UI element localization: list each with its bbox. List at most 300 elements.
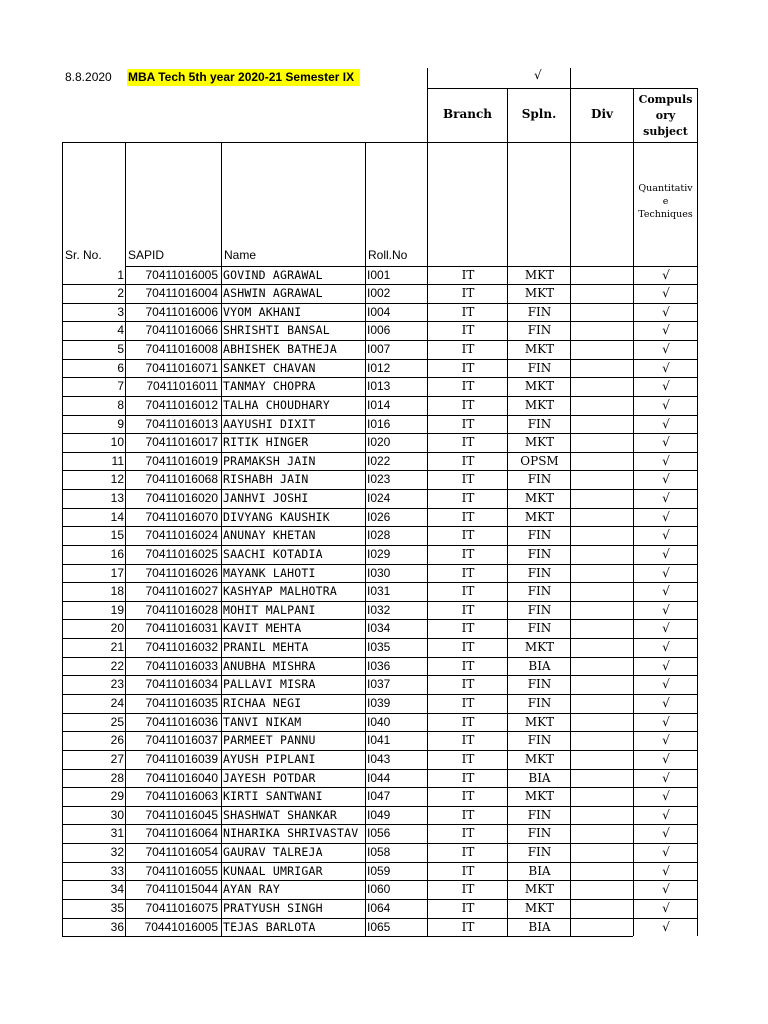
row-sapid: 70411016005 <box>145 267 218 282</box>
row-compulsory-check: √ <box>662 323 670 338</box>
grid-line <box>125 303 698 304</box>
table-row <box>0 787 768 806</box>
row-name: AYUSH PIPLANI <box>223 751 316 766</box>
sr-no-column-header: Sr. No. <box>65 248 102 262</box>
grid-line <box>125 787 698 788</box>
row-sapid: 70411016012 <box>145 397 218 412</box>
row-roll-no: I041 <box>367 733 391 748</box>
grid-line <box>125 377 698 378</box>
grid-line <box>62 936 633 937</box>
row-sapid: 70411016026 <box>145 565 218 580</box>
grid-line <box>125 899 698 900</box>
row-branch: IT <box>461 416 475 431</box>
row-sr-no: 19 <box>110 602 124 617</box>
row-sr-no: 12 <box>110 472 124 487</box>
row-name: RITIK HINGER <box>223 435 309 450</box>
row-sapid: 70411016031 <box>145 621 218 636</box>
compulsory-header-line: ory <box>655 109 676 122</box>
row-name: VYOM AKHANI <box>223 304 302 319</box>
grid-line <box>427 88 698 89</box>
table-row <box>0 433 768 452</box>
row-name: ANUNAY KHETAN <box>223 528 316 543</box>
row-roll-no: I044 <box>367 770 391 785</box>
row-spln: MKT <box>524 286 555 301</box>
row-spln: FIN <box>527 621 552 636</box>
row-sr-no: 23 <box>110 677 124 692</box>
row-branch: IT <box>461 807 475 822</box>
row-compulsory-check: √ <box>662 528 670 543</box>
row-compulsory-check: √ <box>662 621 670 636</box>
grid-line <box>125 918 698 919</box>
row-name: KIRTI SANTWANI <box>223 789 323 804</box>
row-spln: BIA <box>528 770 551 785</box>
row-name: SANKET CHAVAN <box>223 360 316 375</box>
row-roll-no: I065 <box>367 919 391 934</box>
row-name: ABHISHEK BATHEJA <box>223 342 337 357</box>
compulsory-subject-header <box>634 92 697 140</box>
row-name: PALLAVI MISRA <box>223 677 316 692</box>
row-branch: IT <box>461 919 475 934</box>
row-roll-no: I004 <box>367 304 391 319</box>
row-spln: FIN <box>527 845 552 860</box>
row-roll-no: I014 <box>367 397 391 412</box>
row-name: PRAMAKSH JAIN <box>223 453 316 468</box>
row-roll-no: I020 <box>367 435 391 450</box>
row-roll-no: I059 <box>367 863 391 878</box>
row-roll-no: I043 <box>367 751 391 766</box>
row-name: JANHVI JOSHI <box>223 491 309 506</box>
row-branch: IT <box>461 528 475 543</box>
row-branch: IT <box>461 845 475 860</box>
row-branch: IT <box>461 733 475 748</box>
row-sr-no: 10 <box>110 435 124 450</box>
row-roll-no: I029 <box>367 546 391 561</box>
row-roll-no: I040 <box>367 714 391 729</box>
row-spln: MKT <box>524 435 555 450</box>
row-compulsory-check: √ <box>662 845 670 860</box>
row-roll-no: I007 <box>367 342 391 357</box>
row-branch: IT <box>461 677 475 692</box>
grid-line <box>125 359 698 360</box>
grid-line <box>125 880 698 881</box>
row-sapid: 70411016019 <box>145 453 218 468</box>
grid-line <box>125 750 698 751</box>
row-sr-no: 18 <box>110 584 124 599</box>
row-branch: IT <box>461 900 475 915</box>
row-compulsory-check: √ <box>662 640 670 655</box>
row-spln: MKT <box>524 267 555 282</box>
table-row <box>0 843 768 862</box>
row-spln: FIN <box>527 416 552 431</box>
row-roll-no: I056 <box>367 826 391 841</box>
row-name: RISHABH JAIN <box>223 472 309 487</box>
row-compulsory-check: √ <box>662 509 670 524</box>
row-compulsory-check: √ <box>662 360 670 375</box>
grid-line <box>125 545 698 546</box>
row-sapid: 70411016004 <box>145 286 218 301</box>
row-branch: IT <box>461 472 475 487</box>
row-spln: MKT <box>524 509 555 524</box>
row-sapid: 70411016040 <box>145 770 218 785</box>
row-sapid: 70411016017 <box>145 435 218 450</box>
name-column-header: Name <box>224 248 257 262</box>
row-compulsory-check: √ <box>662 863 670 878</box>
row-sapid: 70411016066 <box>145 323 218 338</box>
table-row <box>0 750 768 769</box>
row-sr-no: 30 <box>110 807 124 822</box>
row-name: SAACHI KOTADIA <box>223 546 323 561</box>
row-compulsory-check: √ <box>662 807 670 822</box>
grid-line <box>125 489 698 490</box>
row-roll-no: I049 <box>367 807 391 822</box>
row-sr-no: 13 <box>110 491 124 506</box>
row-sapid: 70411016035 <box>145 695 218 710</box>
row-spln: FIN <box>527 528 552 543</box>
row-spln: FIN <box>527 695 552 710</box>
row-roll-no: I028 <box>367 528 391 543</box>
row-sapid: 70411016054 <box>145 845 218 860</box>
row-branch: IT <box>461 509 475 524</box>
row-roll-no: I001 <box>367 267 391 282</box>
row-sr-no: 7 <box>117 379 124 394</box>
row-spln: FIN <box>527 472 552 487</box>
row-roll-no: I034 <box>367 621 391 636</box>
row-name: NIHARIKA SHRIVASTAV <box>223 826 359 841</box>
row-sapid: 70411016034 <box>145 677 218 692</box>
row-compulsory-check: √ <box>662 286 670 301</box>
row-spln: MKT <box>524 342 555 357</box>
row-spln: MKT <box>524 751 555 766</box>
grid-line <box>125 843 698 844</box>
row-spln: BIA <box>528 919 551 934</box>
header-check-mark: √ <box>534 68 542 82</box>
row-name: SHASHWAT SHANKAR <box>223 807 337 822</box>
row-sr-no: 25 <box>110 714 124 729</box>
row-sr-no: 33 <box>110 863 124 878</box>
row-compulsory-check: √ <box>662 491 670 506</box>
table-row <box>0 359 768 378</box>
row-spln: MKT <box>524 379 555 394</box>
subject-name-line: Quantitativ <box>638 183 693 194</box>
row-spln: FIN <box>527 733 552 748</box>
grid-line <box>125 731 698 732</box>
row-sapid: 70411016055 <box>145 863 218 878</box>
row-name: AAYUSHI DIXIT <box>223 416 316 431</box>
row-sr-no: 11 <box>111 453 124 468</box>
row-spln: FIN <box>527 602 552 617</box>
grid-line <box>125 713 698 714</box>
row-roll-no: I002 <box>367 286 391 301</box>
row-compulsory-check: √ <box>662 770 670 785</box>
grid-line <box>125 657 698 658</box>
row-name: KASHYAP MALHOTRA <box>223 584 337 599</box>
row-compulsory-check: √ <box>662 602 670 617</box>
row-compulsory-check: √ <box>662 397 670 412</box>
row-sr-no: 14 <box>110 509 124 524</box>
table-row <box>0 880 768 899</box>
grid-line <box>125 769 698 770</box>
row-sr-no: 8 <box>117 397 124 412</box>
row-branch: IT <box>461 621 475 636</box>
row-compulsory-check: √ <box>662 733 670 748</box>
row-branch: IT <box>461 602 475 617</box>
row-sapid: 70411016063 <box>145 789 218 804</box>
row-sr-no: 9 <box>117 416 124 431</box>
row-spln: MKT <box>524 397 555 412</box>
row-sapid: 70411016020 <box>145 491 218 506</box>
row-compulsory-check: √ <box>662 789 670 804</box>
row-roll-no: I016 <box>367 416 391 431</box>
sapid-column-header: SAPID <box>128 248 165 262</box>
subject-name-line: e <box>662 196 669 207</box>
row-sr-no: 15 <box>110 528 124 543</box>
row-roll-no: I013 <box>367 379 391 394</box>
table-row <box>0 340 768 359</box>
row-name: PRANIL MEHTA <box>223 640 309 655</box>
row-branch: IT <box>461 640 475 655</box>
row-roll-no: I039 <box>367 695 391 710</box>
row-name: TALHA CHOUDHARY <box>223 397 330 412</box>
row-compulsory-check: √ <box>662 714 670 729</box>
row-sr-no: 27 <box>110 751 124 766</box>
row-compulsory-check: √ <box>662 900 670 915</box>
grid-line <box>125 284 698 285</box>
table-row <box>0 526 768 545</box>
grid-line <box>125 824 698 825</box>
row-name: TEJAS BARLOTA <box>223 919 316 934</box>
row-roll-no: I026 <box>367 509 391 524</box>
row-roll-no: I030 <box>367 565 391 580</box>
grid-line <box>62 142 698 143</box>
row-compulsory-check: √ <box>662 826 670 841</box>
row-name: ANUBHA MISHRA <box>223 658 316 673</box>
row-compulsory-check: √ <box>662 695 670 710</box>
row-spln: FIN <box>527 565 552 580</box>
row-roll-no: I023 <box>367 472 391 487</box>
spln-header: Spln. <box>521 107 557 121</box>
subject-name-header <box>634 182 697 221</box>
grid-line <box>125 619 698 620</box>
row-roll-no: I024 <box>367 491 391 506</box>
table-row <box>0 824 768 843</box>
grid-line <box>125 396 698 397</box>
row-sr-no: 29 <box>110 789 124 804</box>
grid-line <box>125 470 698 471</box>
grid-line <box>125 526 698 527</box>
table-row <box>0 619 768 638</box>
row-spln: FIN <box>527 304 552 319</box>
row-branch: IT <box>461 267 475 282</box>
table-row <box>0 862 768 881</box>
row-sr-no: 35 <box>110 900 124 915</box>
sheet-date: 8.8.2020 <box>65 70 112 84</box>
row-roll-no: I064 <box>367 900 391 915</box>
row-branch: IT <box>461 770 475 785</box>
row-name: MAYANK LAHOTI <box>223 565 316 580</box>
row-branch: IT <box>461 584 475 599</box>
row-branch: IT <box>461 826 475 841</box>
table-row <box>0 303 768 322</box>
row-sapid: 70411016071 <box>145 360 218 375</box>
row-branch: IT <box>461 379 475 394</box>
row-spln: FIN <box>527 807 552 822</box>
row-sr-no: 3 <box>117 304 124 319</box>
row-spln: MKT <box>524 789 555 804</box>
row-sr-no: 26 <box>110 733 124 748</box>
row-compulsory-check: √ <box>662 304 670 319</box>
row-branch: IT <box>461 323 475 338</box>
row-compulsory-check: √ <box>662 453 670 468</box>
row-name: AYAN RAY <box>223 882 280 897</box>
table-row <box>0 601 768 620</box>
grid-line <box>125 415 698 416</box>
row-sr-no: 31 <box>110 826 124 841</box>
row-sapid: 70411016027 <box>145 584 218 599</box>
row-roll-no: I037 <box>367 677 391 692</box>
row-sr-no: 36 <box>110 919 124 934</box>
row-sr-no: 32 <box>110 845 124 860</box>
row-branch: IT <box>461 658 475 673</box>
table-row <box>0 713 768 732</box>
row-branch: IT <box>461 342 475 357</box>
row-roll-no: I036 <box>367 658 391 673</box>
row-name: GOVIND AGRAWAL <box>223 267 323 282</box>
row-branch: IT <box>461 863 475 878</box>
row-sapid: 70411016008 <box>145 342 218 357</box>
row-sapid: 70411016028 <box>145 602 218 617</box>
row-sapid: 70411016033 <box>145 658 218 673</box>
row-spln: MKT <box>524 491 555 506</box>
row-compulsory-check: √ <box>662 472 670 487</box>
row-branch: IT <box>461 304 475 319</box>
row-sr-no: 16 <box>110 546 124 561</box>
row-sr-no: 28 <box>110 770 124 785</box>
grid-line <box>125 508 698 509</box>
row-spln: FIN <box>527 826 552 841</box>
row-sr-no: 5 <box>117 342 124 357</box>
row-spln: MKT <box>524 640 555 655</box>
row-name: SHRISHTI BANSAL <box>223 323 330 338</box>
row-name: TANMAY CHOPRA <box>223 379 316 394</box>
table-row <box>0 396 768 415</box>
row-name: GAURAV TALREJA <box>223 845 323 860</box>
row-roll-no: I022 <box>367 453 391 468</box>
row-name: KUNAAL UMRIGAR <box>223 863 323 878</box>
row-sapid: 70411016025 <box>145 546 218 561</box>
grid-line <box>125 340 698 341</box>
grid-line <box>125 862 698 863</box>
row-sapid: 70411015044 <box>145 882 218 897</box>
row-compulsory-check: √ <box>662 565 670 580</box>
row-compulsory-check: √ <box>662 267 670 282</box>
row-spln: FIN <box>527 323 552 338</box>
row-sapid: 70411016039 <box>145 751 218 766</box>
row-sr-no: 20 <box>110 621 124 636</box>
row-roll-no: I031 <box>367 584 391 599</box>
row-roll-no: I047 <box>367 789 391 804</box>
row-branch: IT <box>461 360 475 375</box>
sheet-title: MBA Tech 5th year 2020-21 Semester IX <box>127 69 360 86</box>
row-branch: IT <box>461 714 475 729</box>
row-sr-no: 2 <box>117 286 124 301</box>
row-branch: IT <box>461 491 475 506</box>
row-sr-no: 17 <box>110 565 124 580</box>
row-roll-no: I060 <box>367 882 391 897</box>
row-compulsory-check: √ <box>662 677 670 692</box>
grid-line <box>125 601 698 602</box>
grid-line <box>570 68 571 88</box>
grid-line <box>125 433 698 434</box>
row-branch: IT <box>461 882 475 897</box>
table-row <box>0 470 768 489</box>
row-compulsory-check: √ <box>662 435 670 450</box>
row-spln: BIA <box>528 863 551 878</box>
grid-line <box>125 675 698 676</box>
row-name: RICHAA NEGI <box>223 695 302 710</box>
row-name: MOHIT MALPANI <box>223 602 316 617</box>
table-row <box>0 321 768 340</box>
row-sapid: 70411016070 <box>145 509 218 524</box>
grid-line <box>427 68 428 142</box>
row-sapid: 70411016006 <box>145 304 218 319</box>
row-branch: IT <box>461 751 475 766</box>
row-spln: BIA <box>528 658 551 673</box>
row-sr-no: 6 <box>117 360 124 375</box>
roll-no-column-header: Roll.No <box>368 248 408 262</box>
row-spln: FIN <box>527 546 552 561</box>
row-name: PARMEET PANNU <box>223 733 316 748</box>
row-compulsory-check: √ <box>662 919 670 934</box>
compulsory-header-line: subject <box>643 125 688 138</box>
row-sapid: 70411016068 <box>145 472 218 487</box>
subject-name-line: Techniques <box>638 209 693 220</box>
grid-line <box>125 694 698 695</box>
div-header: Div <box>591 107 613 121</box>
row-sapid: 70411016037 <box>145 733 218 748</box>
row-spln: FIN <box>527 360 552 375</box>
row-name: JAYESH POTDAR <box>223 770 316 785</box>
grid-line <box>125 266 698 267</box>
row-name: ASHWIN AGRAWAL <box>223 286 323 301</box>
row-sr-no: 34 <box>110 882 124 897</box>
table-row <box>0 564 768 583</box>
grid-line <box>125 321 698 322</box>
row-spln: FIN <box>527 677 552 692</box>
row-sr-no: 24 <box>110 695 124 710</box>
row-compulsory-check: √ <box>662 416 670 431</box>
row-roll-no: I035 <box>367 640 391 655</box>
row-branch: IT <box>461 453 475 468</box>
row-sapid: 70411016036 <box>145 714 218 729</box>
row-spln: OPSM <box>520 453 559 468</box>
row-branch: IT <box>461 695 475 710</box>
row-branch: IT <box>461 435 475 450</box>
table-row <box>0 266 768 285</box>
row-compulsory-check: √ <box>662 342 670 357</box>
grid-line <box>125 452 698 453</box>
row-roll-no: I058 <box>367 845 391 860</box>
table-row <box>0 545 768 564</box>
table-row <box>0 899 768 918</box>
row-compulsory-check: √ <box>662 584 670 599</box>
row-compulsory-check: √ <box>662 882 670 897</box>
grid-line <box>697 88 698 142</box>
row-sapid: 70411016045 <box>145 807 218 822</box>
row-roll-no: I012 <box>367 360 391 375</box>
row-sapid: 70411016011 <box>146 379 218 394</box>
table-row <box>0 489 768 508</box>
grid-line <box>125 582 698 583</box>
